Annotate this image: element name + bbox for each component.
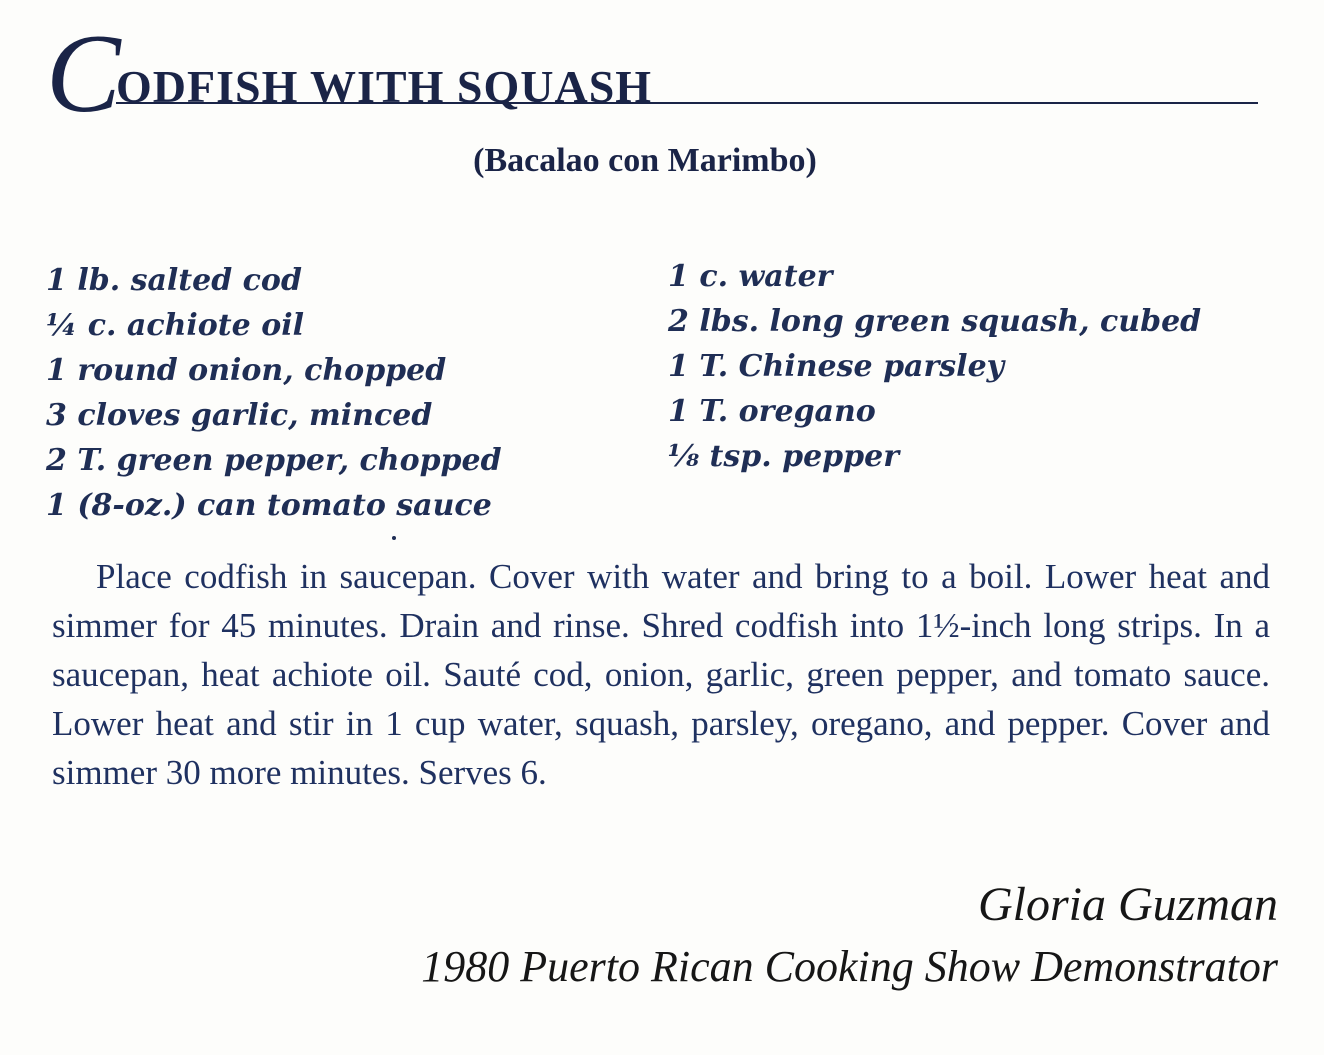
ingredient-item: ⅛ tsp. pepper bbox=[668, 439, 900, 474]
ingredient-item: 1 c. water bbox=[668, 259, 833, 294]
ingredient-item: 1 T. Chinese parsley bbox=[668, 349, 1005, 384]
recipe-subtitle: (Bacalao con Marimbo) bbox=[473, 142, 817, 179]
ingredient-item: ¼ c. achiote oil bbox=[46, 308, 305, 343]
ingredients-right-column bbox=[668, 254, 1201, 479]
author-title: 1980 Puerto Rican Cooking Show Demonstrator bbox=[421, 942, 1278, 991]
ingredient-item: 1 (8-oz.) can tomato sauce bbox=[46, 488, 492, 523]
author-name: Gloria Guzman bbox=[977, 878, 1278, 931]
recipe-method: Place codfish in saucepan. Cover with water and bring to a boil. Lower heat and simmer for 45 minutes. Drain and rinse. Shred codfish into 1½-inch long strips. In a saucepan, heat achiote oil. Sauté cod, onion, garlic, green pepper, and tomato sauce. Lower heat and stir in 1 cup water, squash, parsley, oregano, and pepper. Cover and simmer 30 more minutes. Serves 6. bbox=[52, 557, 1270, 792]
print-speck bbox=[392, 536, 396, 540]
ingredients-left-column bbox=[46, 258, 502, 528]
recipe-title bbox=[46, 12, 1258, 136]
ingredient-item: 2 T. green pepper, chopped bbox=[46, 443, 502, 478]
ingredient-item: 1 round onion, chopped bbox=[46, 353, 447, 388]
title-text: ODFISH WITH SQUASH bbox=[116, 61, 653, 112]
recipe-attribution bbox=[421, 874, 1278, 998]
ingredient-item: 1 lb. salted cod bbox=[46, 263, 302, 298]
title-drop-cap: C bbox=[46, 12, 121, 136]
ingredient-item: 1 T. oregano bbox=[668, 394, 876, 429]
ingredient-item: 3 cloves garlic, minced bbox=[46, 398, 433, 433]
ingredient-item: 2 lbs. long green squash, cubed bbox=[668, 304, 1202, 339]
title-underline bbox=[116, 102, 1258, 104]
